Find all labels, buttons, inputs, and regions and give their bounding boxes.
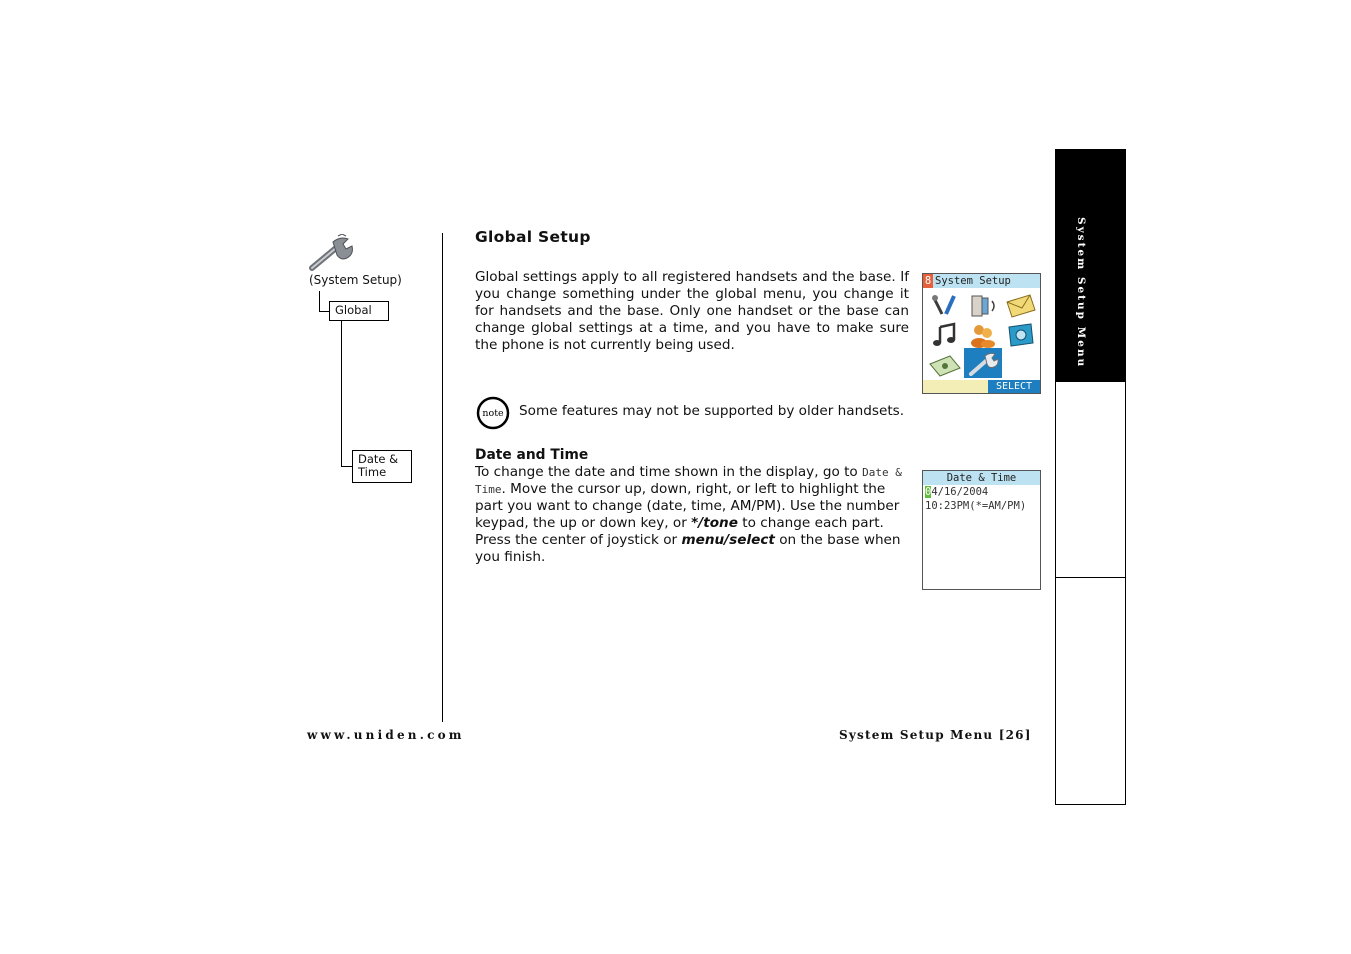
lcd-screen-system-setup bbox=[922, 273, 1041, 394]
lcd-date-line bbox=[925, 486, 988, 498]
envelope-icon bbox=[1004, 292, 1038, 320]
lcd-screen-date-time bbox=[922, 470, 1041, 590]
tree-node-date-time bbox=[352, 450, 412, 483]
side-tab-active bbox=[1055, 149, 1126, 382]
body-text: on the base when you finish. bbox=[475, 532, 901, 565]
people-icon bbox=[966, 321, 1000, 349]
key-tone: */tone bbox=[691, 515, 738, 531]
tree-connector bbox=[319, 291, 320, 312]
intro-paragraph: Global settings apply to all registered handsets and the base. If you change something under the global menu, you change it for handsets and the base. Only one handset or the base can change global settings at a time, and you have to make sure the phone is not currently being used. bbox=[475, 269, 909, 353]
section-title: Global Setup bbox=[475, 228, 591, 246]
menu-name-date-time: Date & Time bbox=[475, 466, 902, 496]
lcd-date: 4/16/2004 bbox=[931, 486, 989, 498]
body-text: . Move the cursor up, down, right, or left to highlight the part you want to change (date, time, AM/PM). Use the number keypad, the up or down key, or bbox=[475, 481, 900, 531]
lcd-cursor: 0 bbox=[925, 486, 932, 498]
lcd-title: System Setup bbox=[935, 275, 1011, 287]
music-note-icon bbox=[928, 321, 962, 349]
tree-root-label: (System Setup) bbox=[309, 273, 402, 287]
side-tab-divider bbox=[1056, 577, 1125, 578]
column-divider bbox=[442, 233, 443, 722]
body-text: To change the date and time shown in the display, go to bbox=[475, 464, 863, 480]
note-text: Some features may not be supported by older handsets. bbox=[519, 403, 905, 419]
tree-node-global bbox=[329, 301, 389, 321]
note-icon-label: note bbox=[482, 408, 504, 419]
tree-node-label: Global bbox=[335, 303, 372, 317]
menu-number: 8 bbox=[924, 275, 932, 287]
body-text: to change each part. Press the center of joystick or bbox=[475, 515, 884, 548]
tree-connector bbox=[341, 321, 342, 467]
speaker-icon bbox=[966, 292, 1000, 320]
lcd-title: Date & Time bbox=[923, 471, 1040, 485]
camera-icon bbox=[1004, 321, 1038, 349]
lcd-title-bar bbox=[923, 274, 1040, 288]
lcd-icon-grid bbox=[926, 290, 1038, 380]
phone-tools-icon bbox=[928, 292, 962, 320]
tree-node-label: Date & bbox=[358, 452, 399, 466]
softkey-select: SELECT bbox=[988, 380, 1040, 393]
footer-page-label: System Setup Menu [26] bbox=[839, 728, 1032, 742]
date-time-paragraph bbox=[475, 464, 905, 566]
wrench-icon bbox=[966, 350, 1000, 378]
lcd-time-line: 10:23PM(*=AM/PM) bbox=[925, 500, 1027, 512]
subsection-title: Date and Time bbox=[475, 447, 589, 463]
key-menu-select: menu/select bbox=[681, 532, 775, 548]
side-tab-label: System Setup Menu bbox=[1075, 217, 1087, 369]
note-icon bbox=[476, 396, 510, 430]
money-icon bbox=[928, 350, 962, 378]
tree-node-label: Time bbox=[358, 465, 387, 479]
wrench-icon bbox=[308, 234, 358, 272]
footer-url: www.uniden.com bbox=[307, 728, 465, 742]
